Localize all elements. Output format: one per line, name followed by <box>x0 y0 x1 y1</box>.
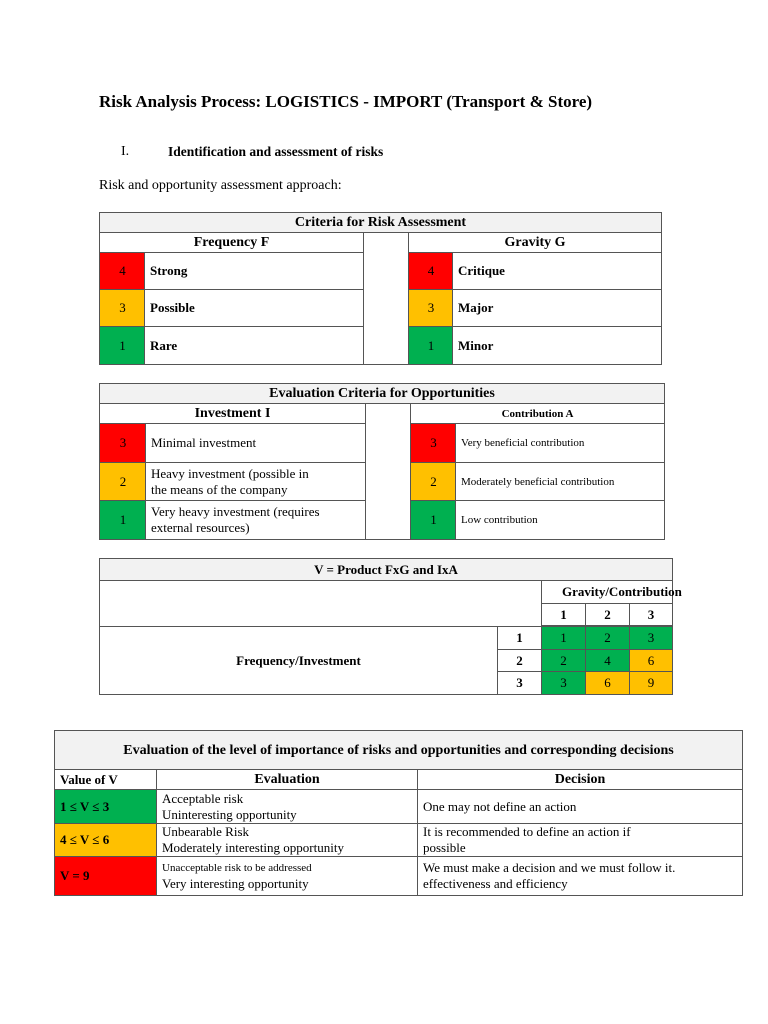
decision-cell <box>418 790 742 824</box>
frequency-value: 1 <box>100 327 145 364</box>
investment-label <box>145 463 366 501</box>
matrix-cell: 2 <box>585 626 629 649</box>
decision-line2: effectiveness and efficiency <box>423 876 568 891</box>
investment-label-line2: external resources) <box>151 520 250 535</box>
gravity-label: Critique <box>452 253 661 290</box>
product-matrix-table <box>99 558 682 695</box>
decision-line2: possible <box>423 840 466 855</box>
contribution-value: 1 <box>410 501 456 539</box>
evaluation-opportunity: Uninteresting opportunity <box>162 806 297 822</box>
risk-criteria-title: Criteria for Risk Assessment <box>100 213 661 233</box>
frequency-header: Frequency F <box>100 233 364 253</box>
section-title: Identification and assessment of risks <box>168 144 384 159</box>
frequency-value: 4 <box>100 253 145 290</box>
investment-label <box>145 424 366 463</box>
product-matrix-title: V = Product FxG and IxA <box>100 559 672 581</box>
investment-label-line1: Minimal investment <box>151 435 257 450</box>
frequency-label: Strong <box>144 253 364 290</box>
contribution-value: 2 <box>410 463 456 501</box>
contribution-label: Moderately beneficial contribution <box>455 463 664 501</box>
investment-value: 2 <box>100 463 146 501</box>
frequency-label: Rare <box>144 327 364 364</box>
evaluation-cell <box>157 857 418 895</box>
investment-label-line2: the means of the company <box>151 481 288 497</box>
importance-title: Evaluation of the level of importance of risks and opportunities and corresponding decisions <box>55 731 742 770</box>
investment-label-line1: Very heavy investment (requires <box>151 504 320 519</box>
gravity-value: 3 <box>408 290 453 327</box>
importance-table <box>54 730 743 896</box>
matrix-col-value: 2 <box>585 604 629 626</box>
gravity-label: Minor <box>452 327 661 364</box>
evaluation-risk: Acceptable risk <box>162 790 244 806</box>
gravity-header: Gravity G <box>408 233 661 253</box>
evaluation-opportunity: Very interesting opportunity <box>162 876 309 891</box>
value-range: 4 ≤ V ≤ 6 <box>55 824 157 857</box>
decision-header: Decision <box>418 770 742 790</box>
gravity-label: Major <box>452 290 661 327</box>
evaluation-risk: Unacceptable risk to be addressed <box>162 862 312 874</box>
intro-text: Risk and opportunity assessment approach: <box>99 178 342 193</box>
gravity-value: 4 <box>408 253 453 290</box>
matrix-col-value: 3 <box>629 604 672 626</box>
matrix-cell: 2 <box>541 649 585 671</box>
investment-label <box>145 501 366 539</box>
contribution-label: Very beneficial contribution <box>455 424 664 463</box>
decision-cell <box>418 857 742 895</box>
frequency-value: 3 <box>100 290 145 327</box>
evaluation-cell <box>157 790 418 824</box>
matrix-cell: 1 <box>541 626 585 649</box>
document-title: Risk Analysis Process: LOGISTICS - IMPORT (Transport & Store) <box>99 92 593 111</box>
opportunity-criteria-table <box>99 383 665 540</box>
decision-line1: We must make a decision and we must follow it. <box>423 860 676 875</box>
opportunity-criteria-title: Evaluation Criteria for Opportunities <box>100 384 664 404</box>
investment-header: Investment I <box>100 404 366 424</box>
matrix-row-value: 1 <box>497 626 541 649</box>
decision-cell <box>418 824 742 857</box>
matrix-cell: 6 <box>629 649 672 671</box>
investment-label-line1: Heavy investment (possible in <box>151 465 309 481</box>
contribution-value: 3 <box>410 424 456 463</box>
frequency-label: Possible <box>144 290 364 327</box>
investment-value: 1 <box>100 501 146 539</box>
contribution-header: Contribution A <box>410 404 664 424</box>
matrix-cell: 6 <box>585 671 629 694</box>
matrix-col-value: 1 <box>541 604 585 626</box>
matrix-cell: 3 <box>541 671 585 694</box>
value-range: 1 ≤ V ≤ 3 <box>55 790 157 824</box>
gravity-contribution-header: Gravity/Contribution <box>541 581 672 604</box>
value-range: V = 9 <box>55 857 157 895</box>
evaluation-opportunity: Moderately interesting opportunity <box>162 840 344 855</box>
matrix-cell: 4 <box>585 649 629 671</box>
investment-value: 3 <box>100 424 146 463</box>
value-of-v-header: Value of V <box>55 770 157 790</box>
decision-line1: It is recommended to define an action if <box>423 824 631 839</box>
gravity-value: 1 <box>408 327 453 364</box>
contribution-label: Low contribution <box>455 501 664 539</box>
matrix-row-value: 2 <box>497 649 541 671</box>
matrix-cell: 3 <box>629 626 672 649</box>
matrix-cell: 9 <box>629 671 672 694</box>
section-number: I. <box>121 144 130 159</box>
risk-criteria-table <box>99 212 662 365</box>
matrix-row-value: 3 <box>497 671 541 694</box>
frequency-investment-header: Frequency/Investment <box>100 626 497 694</box>
evaluation-cell <box>157 824 418 857</box>
evaluation-risk: Unbearable Risk <box>162 824 250 839</box>
evaluation-header: Evaluation <box>157 770 418 790</box>
decision-line1: One may not define an action <box>423 798 577 814</box>
